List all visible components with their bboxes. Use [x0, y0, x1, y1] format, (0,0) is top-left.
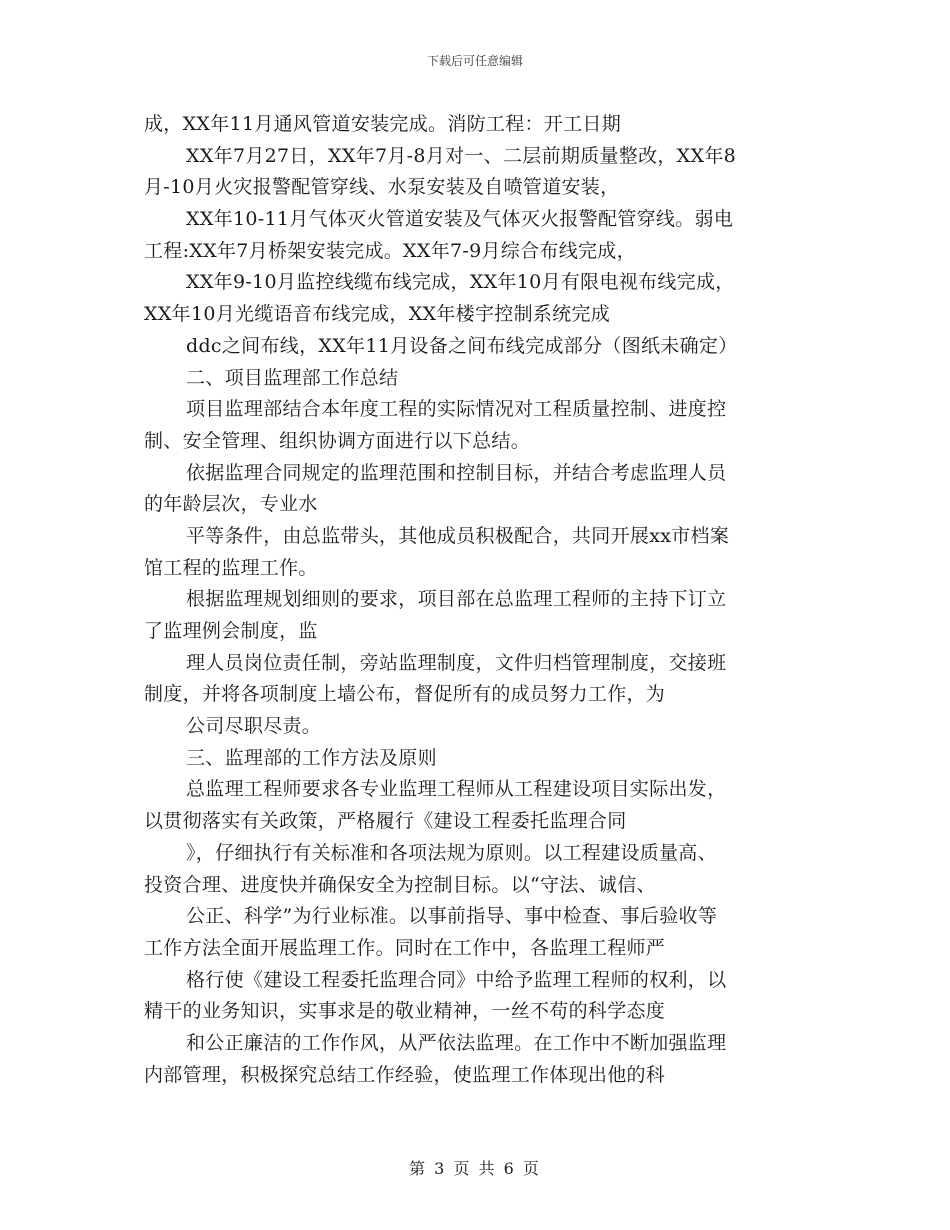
- text-line: 工程:XX年7月桥架安装完成。XX年7-9月综合布线完成，: [144, 239, 636, 262]
- text-line: 投资合理、进度快并确保安全为控制目标。以“守法、诚信、: [144, 873, 656, 896]
- text-line: 制、安全管理、组织协调方面进行以下总结。: [144, 429, 531, 452]
- text-line: 格行使《建设工程委托监理合同》中给予监理工程师的权利，以: [186, 968, 727, 991]
- text-line: XX年10-11月气体灭火管道安装及气体灭火报警配管穿线。弱电: [186, 208, 734, 231]
- text-line: XX年7月27日，XX年7月-8月对一、二层前期质量整改，XX年8: [186, 144, 737, 167]
- text-line: XX年9-10月监控线缆布线完成，XX年10月有限电视布线完成，: [186, 271, 735, 294]
- text-line: 以贯彻落实有关政策，严格履行《建设工程委托监理合同: [144, 810, 627, 833]
- text-line: 项目监理部结合本年度工程的实际情况对工程质量控制、进度控: [186, 398, 727, 421]
- text-line: 工作方法全面开展监理工作。同时在工作中，各监理工程师严: [144, 936, 666, 959]
- text-line: 了监理例会制度，监: [144, 620, 318, 642]
- text-line: 三、监理部的工作方法及原则: [186, 746, 437, 769]
- text-line: 成，XX年11月通风管道安装完成。消防工程：开工日期: [144, 113, 622, 135]
- text-line: 的年龄层次，专业水: [144, 493, 318, 516]
- text-line: 理人员岗位责任制，旁站监理制度，文件归档管理制度，交接班: [186, 651, 727, 674]
- text-line: ddc之间布线，XX年11月设备之间布线完成部分（图纸未确定）: [186, 334, 738, 357]
- text-line: 依据监理合同规定的监理范围和控制目标，并结合考虑监理人员: [186, 461, 727, 484]
- text-line: 总监理工程师要求各专业监理工程师从工程建设项目实际出发，: [186, 778, 727, 801]
- text-line: 平等条件，由总监带头，其他成员积极配合，共同开展xx市档案: [186, 524, 730, 547]
- text-line: 和公正廉洁的工作作风，从严依法监理。在工作中不断加强监理: [186, 1031, 727, 1054]
- text-line: 公正、科学”为行业标准。以事前指导、事中检查、事后验收等: [186, 905, 718, 928]
- page-footer: 第 3 页 共 6 页: [409, 1159, 541, 1178]
- text-line: 内部管理，积极探究总结工作经验，使监理工作体现出他的科: [144, 1063, 666, 1086]
- text-line: 》，仔细执行有关标准和各项法规为原则。以工程建设质量高、: [186, 841, 717, 864]
- page-header: 下载后可任意编辑: [426, 54, 523, 68]
- text-line: 馆工程的监理工作。: [144, 556, 318, 579]
- text-line: 公司尽职尽责。: [186, 715, 322, 738]
- document-body: [144, 109, 824, 1091]
- text-line: 根据监理规划细则的要求，项目部在总监理工程师的主持下订立: [186, 588, 727, 611]
- text-line: 精干的业务知识，实事求是的敬业精神，一丝不苟的科学态度: [144, 1000, 666, 1023]
- text-line: XX年10月光缆语音布线完成，XX年楼宇控制系统完成: [144, 303, 611, 326]
- text-line: 制度，并将各项制度上墙公布，督促所有的成员努力工作，为: [144, 683, 666, 706]
- text-line: 月-10月火灾报警配管穿线、水泵安装及自喷管道安装，: [144, 176, 620, 199]
- text-line: 二、项目监理部工作总结: [186, 366, 399, 389]
